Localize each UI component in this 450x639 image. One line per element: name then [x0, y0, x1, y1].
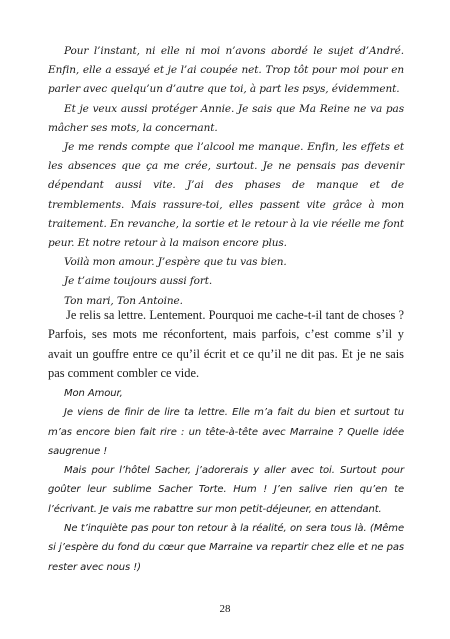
letter-text: [48, 42, 404, 311]
letter-paragraph: Pour l’instant, ni elle ni moi n’avons abordé le sujet d’André. Enfin, elle a essayé et je l’ai coupée net. Trop tôt pour moi pour en parler avec quelqu’un d’autre que toi, à part les psys, évidemment.: [48, 45, 404, 96]
letter-paragraph: Et je veux aussi protéger Annie. Je sais que Ma Reine ne va pas mâcher ses mots, la concernant.: [48, 102, 404, 134]
letter-paragraph: Je me rends compte que l’alcool me manque. Enfin, les effets et les absences que ça me crée, surtout. Je ne pensais pas devenir dépendant aussi vite. J’ai des phases de manque et de tremblements. Mais rassure-toi, elles passent vite grâce à mon traitement. En revanche, la sortie et le retour à la vie réelle me font peur. Et notre retour à la maison encore plus.: [48, 141, 404, 250]
page-number: 28: [219, 603, 231, 615]
reply-paragraph: Je viens de finir de lire ta lettre. Elle m’a fait du bien et surtout tu m’as encore bien fait rire : un tête-à-tête avec Marraine ? Quelle idée saugrenue !: [48, 407, 404, 457]
letter-signature: Ton mari, Ton Antoine.: [64, 294, 183, 307]
letter-paragraph: Voilà mon amour. J’espère que tu vas bien.: [64, 256, 287, 269]
reply-salutation: Mon Amour,: [64, 388, 123, 399]
reply-paragraph: Ne t’inquiète pas pour ton retour à la réalité, on sera tous là. (Même si j’espère du fond du cœur que Marraine va repartir chez elle et ne pas rester avec nous !): [48, 523, 404, 573]
reply-paragraph: Mais pour l’hôtel Sacher, j’adorerais y aller avec toi. Surtout pour goûter leur sublime Sacher Torte. Hum ! J’en salive rien qu’en te l’écrivant. Je vais me rabattre sur mon petit-déjeuner, en attendant.: [48, 465, 404, 515]
narration-text: [48, 306, 404, 384]
reply-letter-text: [48, 384, 404, 577]
narration-paragraph: Je relis sa lettre. Lentement. Pourquoi me cache-t-il tant de choses ? Parfois, ses mots me réconfortent, mais parfois, c’est comme s’il y avait un gouffre entre ce qu’il écrit et ce qu’il ne dit pas. Et je ne sais pas comment combler ce vide.: [48, 308, 404, 381]
letter-paragraph: Je t’aime toujours aussi fort.: [64, 275, 213, 288]
